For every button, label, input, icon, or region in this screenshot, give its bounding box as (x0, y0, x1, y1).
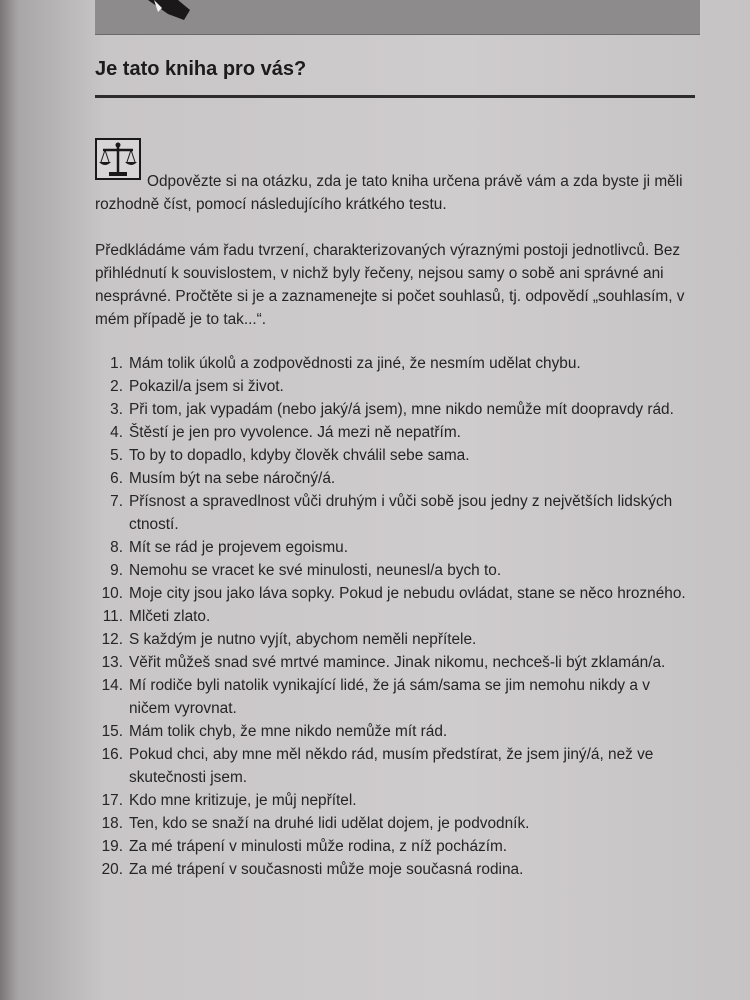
list-item-number: 6. (110, 470, 123, 487)
statement-list (95, 352, 695, 881)
corner-graphic-icon (148, 0, 194, 22)
list-item-number: 7. (110, 493, 123, 510)
list-item-text: Musím být na sebe náročný/á. (129, 470, 336, 487)
list-item-number: 18. (101, 815, 123, 832)
list-item-number: 1. (110, 355, 123, 372)
list-item (95, 352, 695, 375)
list-item-number: 20. (101, 861, 123, 878)
list-item (95, 559, 695, 582)
list-item-text: Mlčeti zlato. (129, 608, 211, 625)
list-item-text: Moje city jsou jako láva sopky. Pokud je nebudu ovládat, stane se něco hrozného. (129, 585, 686, 602)
list-item-number: 11. (102, 608, 123, 625)
list-item-number: 15. (101, 723, 123, 740)
list-item (95, 651, 695, 674)
list-item-text: Přísnost a spravedlnost vůči druhým i vůči sobě jsou jedny z největších lidských ctností. (129, 493, 673, 533)
list-item (95, 375, 695, 398)
list-item (95, 605, 695, 628)
list-item-text: Za mé trápení v minulosti může rodina, z níž pocházím. (129, 838, 508, 855)
list-item-number: 4. (110, 424, 123, 441)
list-item-number: 2. (110, 378, 123, 395)
intro-paragraph-2: Předkládáme vám řadu tvrzení, charakterizovaných výraznými postoji jednotlivců. Bez přihlédnutí k souvislostem, v nichž byly řečeny, nejsou samy o sobě ani správné ani nesprávné. Pročtěte si je a zaznamenejte si počet souhlasů, tj. odpovědí „souhlasím, v mém případě je to tak...“. (95, 242, 685, 328)
list-item-text: Štěstí je jen pro vyvolence. Já mezi ně nepatřím. (129, 424, 461, 441)
list-item-text: Pokazil/a jsem si život. (129, 378, 284, 395)
list-item-number: 8. (110, 539, 123, 556)
list-item-text: Nemohu se vracet ke své minulosti, neunesl/a bych to. (129, 562, 502, 579)
list-item-text: S každým je nutno vyjít, abychom neměli nepřítele. (129, 631, 477, 648)
list-item-text: Mám tolik chyb, že mne nikdo nemůže mít rád. (129, 723, 448, 740)
list-item (95, 536, 695, 559)
list-item (95, 444, 695, 467)
page-title: Je tato kniha pro vás? (95, 58, 307, 80)
list-item-number: 5. (110, 447, 123, 464)
list-item-text: Pokud chci, aby mne měl někdo rád, musím předstírat, že jsem jiný/á, než ve skutečnosti jsem. (129, 746, 654, 786)
list-item-text: Při tom, jak vypadám (nebo jaký/á jsem), mne nikdo nemůže mít doopravdy rád. (129, 401, 674, 418)
intro-paragraph-1: Odpovězte si na otázku, zda je tato kniha určena právě vám a zda byste ji měli rozhodně číst, pomocí následujícího krátkého testu. (95, 173, 683, 213)
list-item (95, 582, 695, 605)
list-item-number: 14. (101, 677, 123, 694)
list-item-number: 16. (101, 746, 123, 763)
list-item-text: Ten, kdo se snaží na druhé lidi udělat dojem, je podvodník. (129, 815, 530, 832)
list-item (95, 858, 695, 881)
list-item (95, 743, 695, 789)
list-item-text: Mí rodiče byli natolik vynikající lidé, že já sám/sama se jim nemohu nikdy a v ničem vyrovnat. (129, 677, 650, 717)
list-item-number: 17. (101, 792, 123, 809)
list-item-text: Mám tolik úkolů a zodpovědnosti za jiné, že nesmím udělat chybu. (129, 355, 581, 372)
list-item (95, 789, 695, 812)
list-item-number: 13. (101, 654, 123, 671)
list-item (95, 812, 695, 835)
list-item-text: Kdo mne kritizuje, je můj nepřítel. (129, 792, 357, 809)
title-rule (95, 95, 695, 98)
list-item (95, 835, 695, 858)
list-item (95, 421, 695, 444)
list-item-number: 9. (110, 562, 123, 579)
list-item-number: 3. (110, 401, 123, 418)
list-item (95, 628, 695, 651)
list-item-text: Věřit můžeš snad své mrtvé mamince. Jinak nikomu, nechceš-li být zklamán/a. (129, 654, 666, 671)
list-item (95, 674, 695, 720)
list-item (95, 720, 695, 743)
list-item-number: 12. (101, 631, 123, 648)
list-item (95, 398, 695, 421)
list-item-text: To by to dopadlo, kdyby člověk chválil sebe sama. (129, 447, 470, 464)
list-item-text: Mít se rád je projevem egoismu. (129, 539, 348, 556)
list-item-text: Za mé trápení v současnosti může moje současná rodina. (129, 861, 524, 878)
list-item-number: 10. (101, 585, 123, 602)
list-item (95, 467, 695, 490)
list-item-number: 19. (101, 838, 123, 855)
list-item (95, 490, 695, 536)
